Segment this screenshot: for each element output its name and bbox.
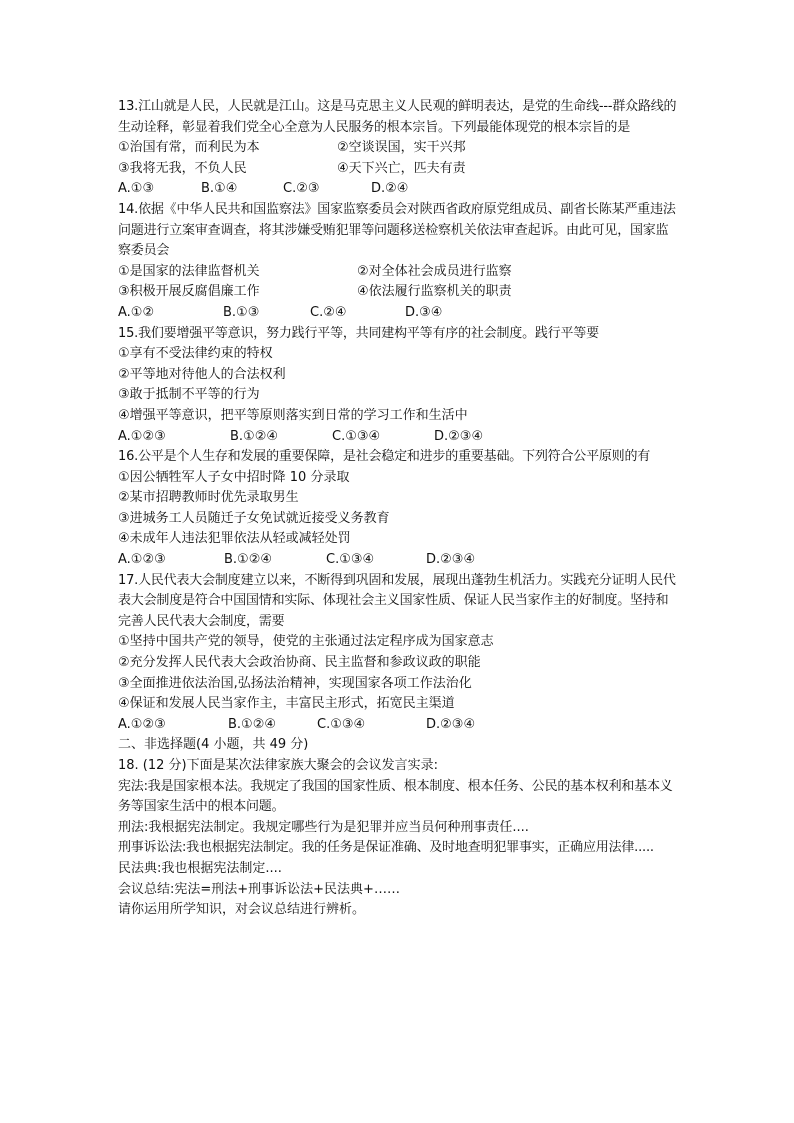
q15-option-4: ④增强平等意识，把平等原则落实到日常的学习工作和生活中 bbox=[118, 407, 468, 423]
q17-answer-c: C.①③④ bbox=[317, 716, 366, 732]
q14-option-4: ④依法履行监察机关的职责 bbox=[357, 284, 512, 300]
q14-answer-a: A.①② bbox=[118, 304, 155, 320]
q16-answer-b: B.①②④ bbox=[224, 552, 273, 568]
q17-option-2: ②充分发挥人民代表大会政治协商、民主监督和参政议政的职能 bbox=[118, 655, 481, 671]
q18-line-summary: 会议总结:宪法=刑法+刑事诉讼法+民法典+…… bbox=[118, 881, 400, 897]
q13-option-2: ②空谈误国，实干兴邦 bbox=[337, 140, 466, 156]
q14-option-1: ①是国家的法律监督机关 bbox=[118, 263, 260, 279]
q16-answers bbox=[118, 550, 678, 571]
q13-answer-a: A.①③ bbox=[118, 181, 155, 197]
q13-answer-d: D.②④ bbox=[371, 181, 409, 197]
q14-options-row1 bbox=[118, 262, 678, 283]
q15-answers bbox=[118, 427, 678, 448]
q14-options-row2 bbox=[118, 282, 678, 303]
q16-option-3: ③进城务工人员随迁子女免试就近接受义务教育 bbox=[118, 510, 390, 526]
q18-line-criminal-law: 刑法:我根据宪法制定。我规定哪些行为是犯罪并应当员何种刑事责任.... bbox=[118, 819, 529, 835]
q15-answer-a: A.①②③ bbox=[118, 428, 166, 444]
q17-answer-d: D.②③④ bbox=[426, 716, 476, 732]
q17-option-3: ③全面推进依法治国,弘扬法治精神，实现国家各项工作法治化 bbox=[118, 675, 472, 691]
q14-answer-b: B.①③ bbox=[223, 304, 260, 320]
q17-answer-a: A.①②③ bbox=[118, 716, 166, 732]
q14-stem: 14.依据《中华人民共和国监察法》国家监察委员会对陕西省政府原党组成员、副省长陈某严重违法问题进行立案审查调查，将其涉嫌受贿犯罪等问题移送检察机关依法审查起诉。由此可见，国家监察委员会 bbox=[118, 201, 676, 259]
q14-answer-c: C.②④ bbox=[310, 304, 347, 320]
section-heading: 二、非选择题(4 小题，共 49 分) bbox=[118, 737, 309, 753]
q16-stem: 16.公平是个人生存和发展的重要保障，是社会稳定和进步的重要基础。下列符合公平原则的有 bbox=[118, 449, 651, 465]
q18-line-instruction: 请你运用所学知识，对会议总结进行辨析。 bbox=[118, 902, 366, 918]
q18-stem: 18. (12 分)下面是某次法律家族大聚会的会议发言实录: bbox=[118, 758, 439, 773]
q16-option-2: ②某市招聘教师时优先录取男生 bbox=[118, 490, 299, 506]
q17-answers bbox=[118, 715, 678, 736]
q13-answer-c: C.②③ bbox=[283, 181, 320, 197]
q17-option-4: ④保证和发展人民当家作主，丰富民主形式，拓宽民主渠道 bbox=[118, 696, 455, 712]
q18-line-constitution: 宪法:我是国家根本法。我规定了我国的国家性质、根本制度、根本任务、公民的基本权利和基本义务等国家生活中的根本问题。 bbox=[118, 778, 673, 815]
q13-option-1: ①治国有常，而利民为本 bbox=[118, 140, 260, 156]
q15-stem: 15.我们要增强平等意识，努力践行平等，共同建构平等有序的社会制度。践行平等要 bbox=[118, 325, 599, 341]
q17-stem: 17.人民代表大会制度建立以来，不断得到巩固和发展，展现出蓬勃生机活力。实践充分证明人民代表大会制度是符合中国国情和实际、体现社会主义国家性质、保证人民当家作主的好制度。坚持和完善人民代表大会制度，需要 bbox=[118, 572, 676, 629]
q16-option-4: ④未成年人违法犯罪依法从轻或减轻处罚 bbox=[118, 531, 351, 547]
q18-line-criminal-procedure: 刑事诉讼法:我也根据宪法制定。我的任务是保证准确、及时地查明犯罪事实，正确应用法律..... bbox=[118, 840, 654, 856]
q13-answer-b: B.①④ bbox=[201, 181, 238, 197]
q13-option-4: ④天下兴亡，匹夫有责 bbox=[337, 160, 466, 176]
q14-answer-d: D.③④ bbox=[405, 304, 443, 320]
q13-answers bbox=[118, 179, 678, 200]
q14-option-2: ②对全体社会成员进行监察 bbox=[357, 263, 512, 279]
q15-option-2: ②平等地对待他人的合法权利 bbox=[118, 366, 286, 382]
q16-answer-c: C.①③④ bbox=[326, 552, 375, 568]
q13-options-row2 bbox=[118, 159, 678, 180]
q13-options-row1 bbox=[118, 138, 678, 159]
q13-stem: 13.江山就是人民，人民就是江山。这是马克思主义人民观的鲜明表达，是党的生命线---群众路线的生动诠释，彰显着我们党全心全意为人民服务的根本宗旨。下列最能体现党的根本宗旨的是 bbox=[118, 99, 677, 135]
q16-option-1: ①因公牺牲军人子女中招时降 10 分录取 bbox=[118, 469, 350, 485]
q17-answer-b: B.①②④ bbox=[228, 716, 277, 732]
q15-answer-c: C.①③④ bbox=[332, 428, 381, 444]
q18-line-civil-code: 民法典:我也根据宪法制定.... bbox=[118, 860, 282, 876]
q16-answer-a: A.①②③ bbox=[118, 552, 166, 568]
q16-answer-d: D.②③④ bbox=[426, 552, 476, 568]
document-page bbox=[118, 97, 678, 921]
q17-option-1: ①坚持中国共产党的领导，使党的主张通过法定程序成为国家意志 bbox=[118, 634, 494, 650]
q15-option-3: ③敢于抵制不平等的行为 bbox=[118, 387, 260, 403]
q15-answer-b: B.①②④ bbox=[230, 428, 279, 444]
q13-option-3: ③我将无我，不负人民 bbox=[118, 160, 247, 176]
q14-answers bbox=[118, 303, 678, 324]
q15-option-1: ①享有不受法律约束的特权 bbox=[118, 346, 273, 362]
q14-option-3: ③积极开展反腐倡廉工作 bbox=[118, 284, 260, 300]
q15-answer-d: D.②③④ bbox=[434, 428, 484, 444]
